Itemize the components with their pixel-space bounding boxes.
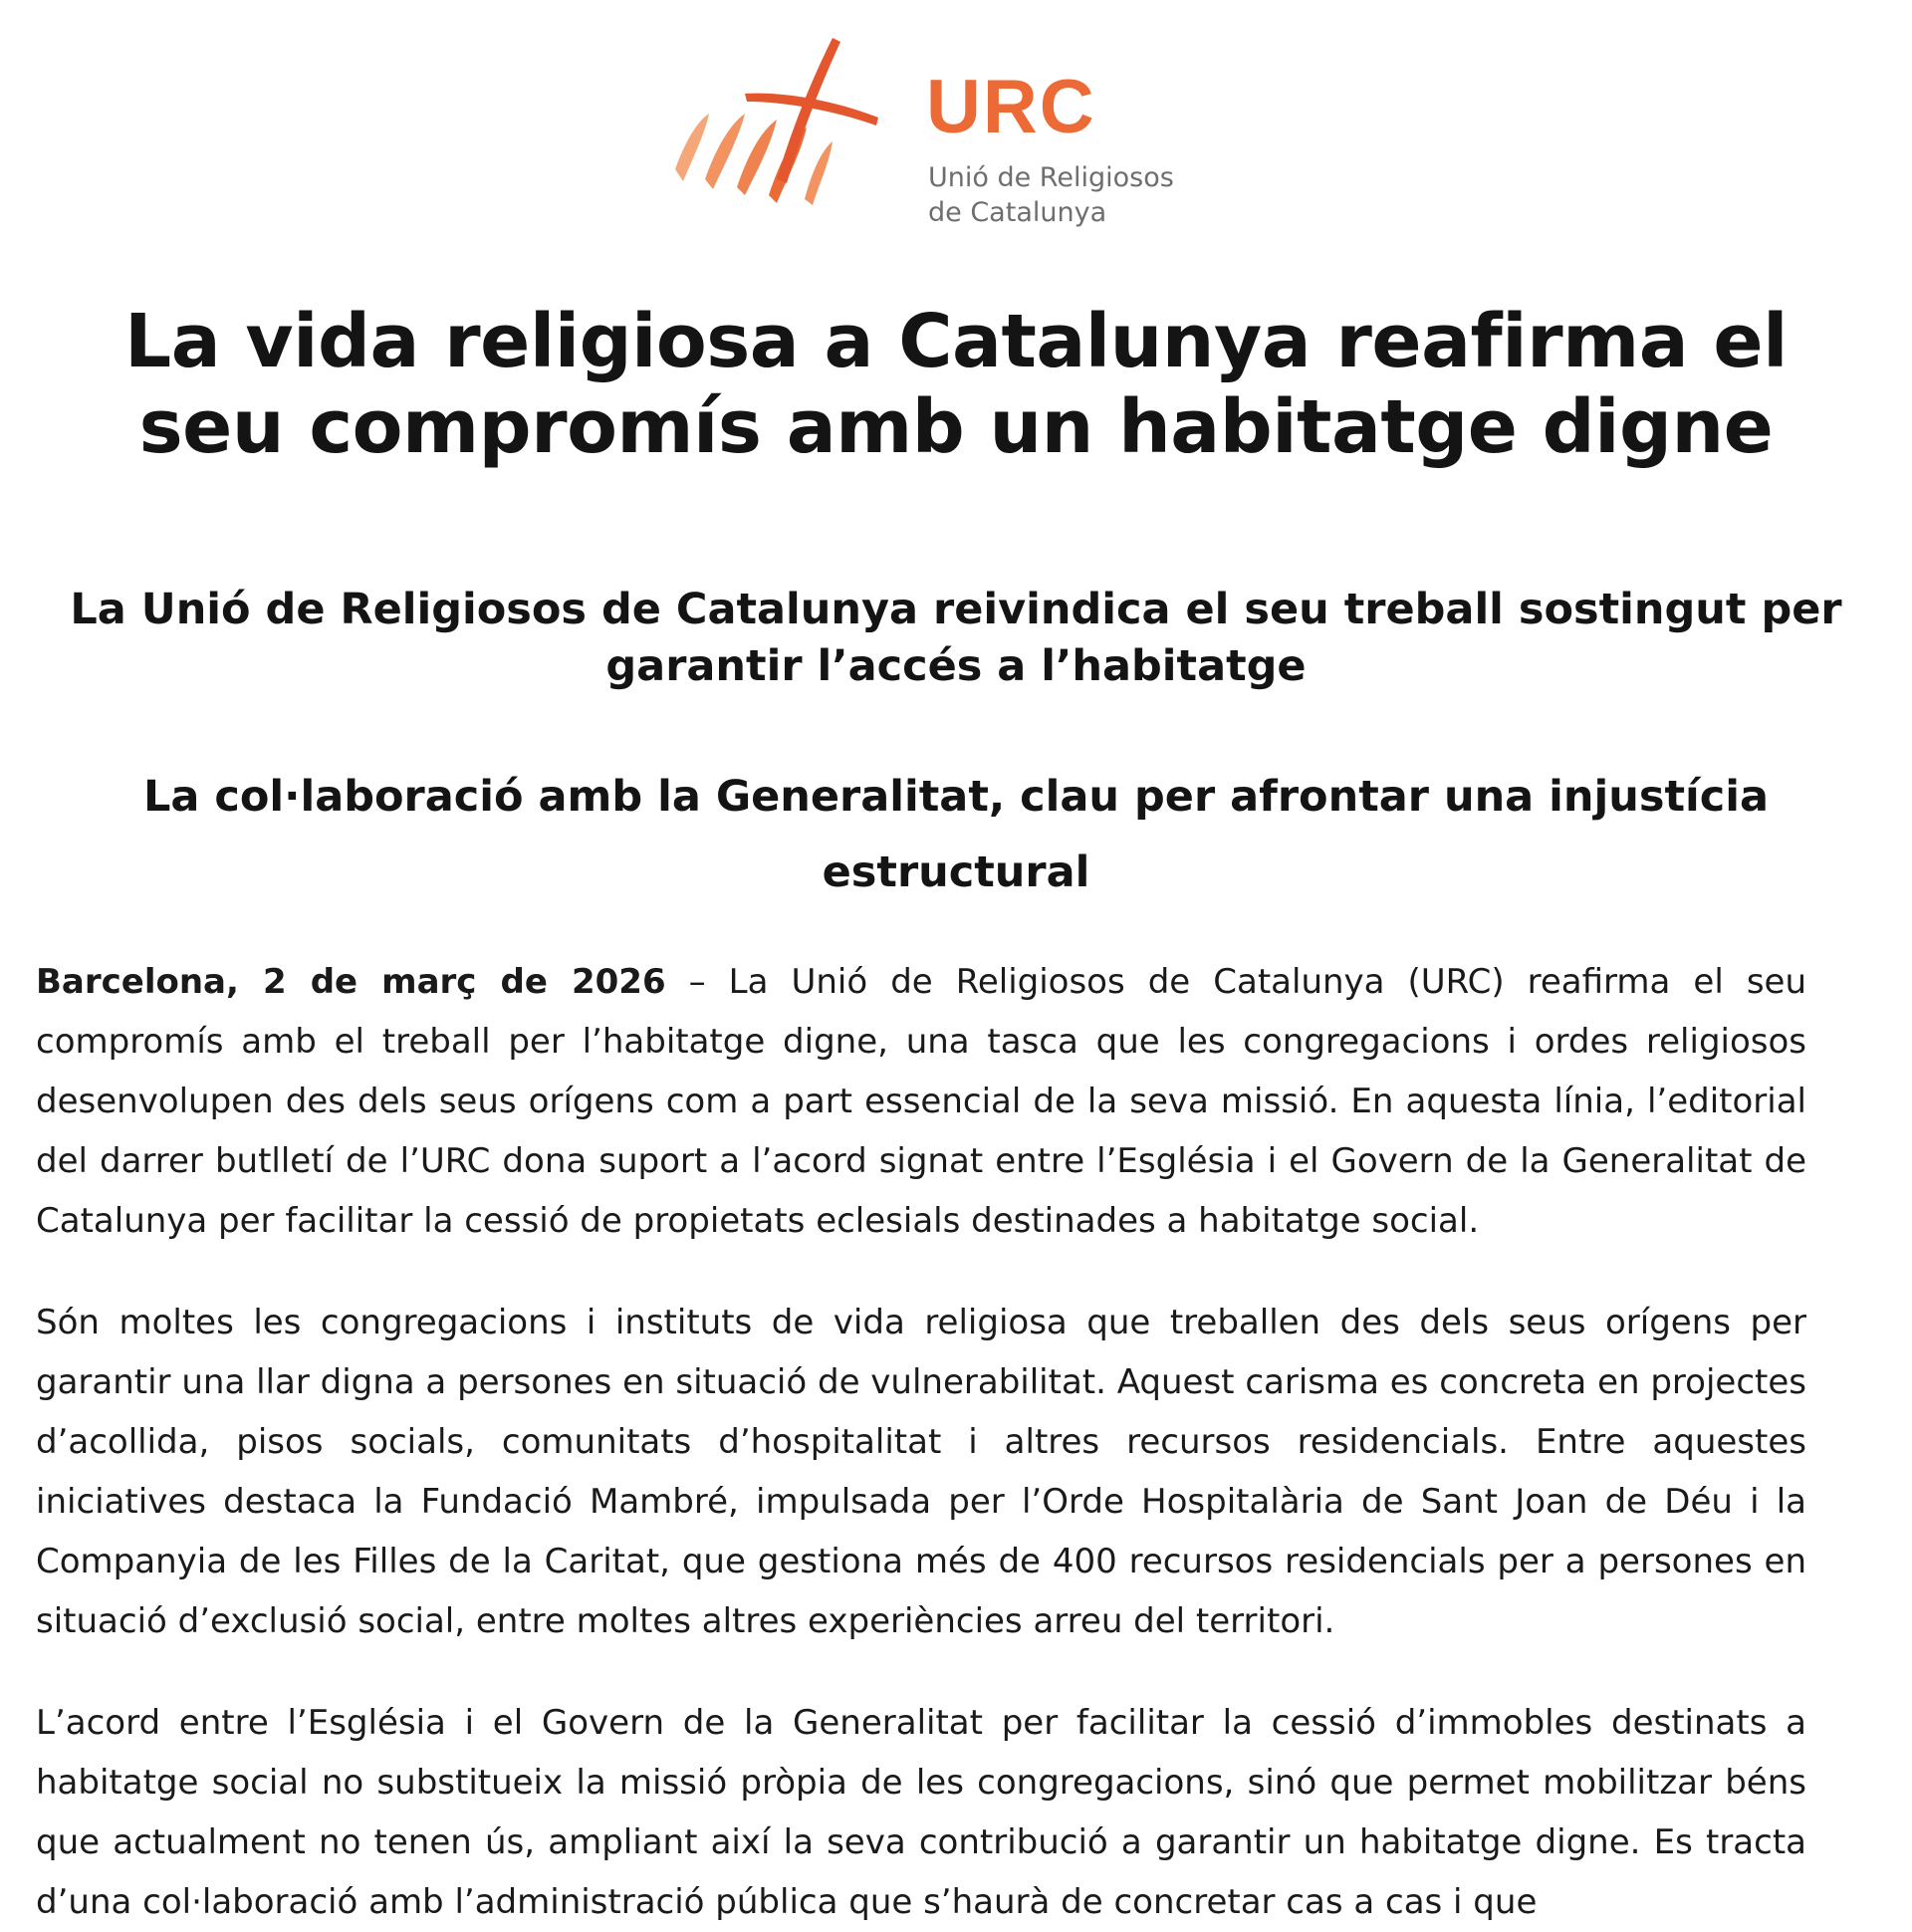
body-paragraph-1 (36, 952, 1806, 1251)
logo-acronym: URC (926, 65, 1096, 149)
subtitle-2: La col·laboració amb la Generalitat, clau per afrontar una injustícia estructural (142, 772, 1770, 897)
subtitle-1: La Unió de Religiosos de Catalunya reivindica el seu treball sostingut per garantir l’accés a l’habitatge (70, 585, 1842, 691)
paragraph-1-text: – La Unió de Religiosos de Catalunya (URC) reafirma el seu compromís amb el treball per l’habitatge digne, una tasca que les congregacions i ordes religiosos desenvolupen des dels seus orígens com a part essencial de la seva missió. En aquesta línia, l’editorial del darrer butlletí de l’URC dona suport a l’acord signat entre l’Església i el Govern de la Generalitat de Catalunya per facilitar la cessió de propietats eclesials destinades a habitatge social. (36, 962, 1806, 1241)
body-paragraph-3: L’acord entre l’Església i el Govern de la Generalitat per facilitar la cessió d’immobles destinats a habitatge social no substitueix la missió pròpia de les congregacions, sinó que permet mobilitzar béns que actualment no tenen ús, ampliant així la seva contribució a garantir un habitatge digne. Es tracta d’una col·laboració amb l’administració pública que s’haurà de concretar cas a cas i que (36, 1703, 1806, 1922)
logo-name-line-1: Unió de Religiosos (928, 162, 1174, 193)
urc-logo (657, 30, 1195, 228)
logo-name-line-2: de Catalunya (928, 197, 1107, 228)
page-title: La vida religiosa a Catalunya reafirma el seu compromís amb un habitatge digne (124, 299, 1788, 470)
dateline: Barcelona, 2 de març de 2026 (36, 962, 666, 1002)
body-paragraph-2: Són moltes les congregacions i instituts de vida religiosa que treballen des dels seus orígens per garantir una llar digna a persones en situació de vulnerabilitat. Aquest carisma es concreta en projectes d’acollida, pisos socials, comunitats d’hospitalitat i altres recursos residencials. Entre aquestes iniciatives destaca la Fundació Mambré, impulsada per l’Orde Hospitalària de Sant Joan de Déu i la Companyia de les Filles de la Caritat, que gestiona més de 400 recursos residencials per a persones en situació d’exclusió social, entre moltes altres experiències arreu del territori. (36, 1303, 1806, 1641)
cross-brushstroke-logo-icon (657, 30, 916, 209)
